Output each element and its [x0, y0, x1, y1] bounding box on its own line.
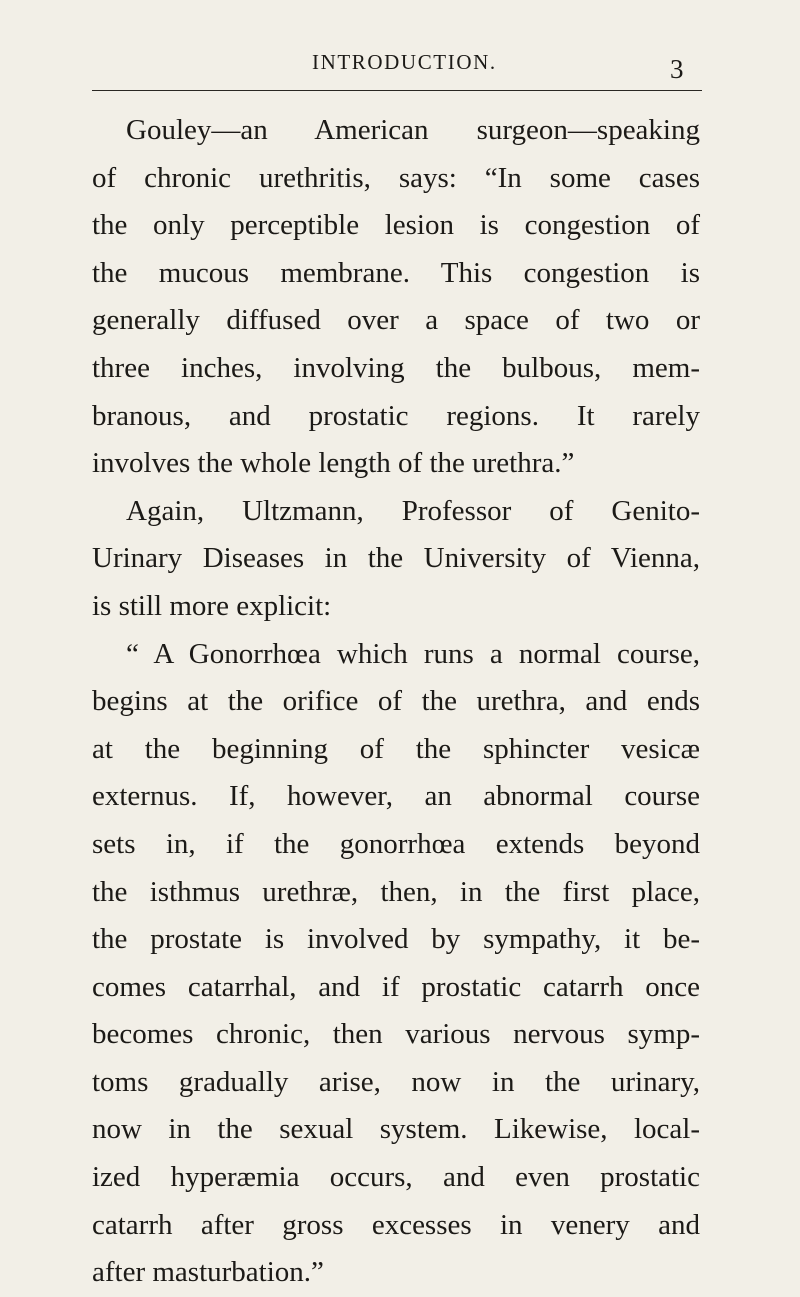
text-line: at the beginning of the sphincter vesicæ [92, 732, 700, 765]
text-line: catarrh after gross excesses in venery and [92, 1208, 700, 1241]
text-line: the only perceptible lesion is congestion of [92, 209, 700, 242]
text-line: involves the whole length of the urethra.” [92, 447, 575, 480]
paragraph-gouley [92, 107, 700, 488]
text-line: three inches, involving the bulbous, mem- [92, 351, 700, 384]
header-rule [92, 90, 702, 91]
text-line: now in the sexual system. Likewise, local- [92, 1113, 700, 1146]
text-line: the mucous membrane. This congestion is [92, 256, 700, 289]
text-line: Urinary Diseases in the University of Vienna, [92, 542, 700, 575]
text-line: externus. If, however, an abnormal course [92, 780, 700, 813]
text-line: begins at the orifice of the urethra, and ends [92, 685, 700, 718]
text-line: “ A Gonorrhœa which runs a normal course, [126, 637, 700, 670]
text-line: branous, and prostatic regions. It rarely [92, 399, 700, 432]
running-title: INTRODUCTION. [312, 50, 497, 74]
text-line: sets in, if the gonorrhœa extends beyond [92, 827, 700, 860]
text-line: Again, Ultzmann, Professor of Genito- [126, 494, 700, 527]
paragraph-ultzmann [92, 488, 700, 631]
text-line: the isthmus urethræ, then, in the first place, [92, 875, 700, 908]
text-line: is still more explicit: [92, 589, 332, 622]
text-line: generally diffused over a space of two or [92, 304, 700, 337]
text-line: Gouley—an American surgeon—speaking [126, 114, 700, 146]
body-text [92, 107, 700, 1297]
text-line: comes catarrhal, and if prostatic catarrh once [92, 970, 700, 1003]
paragraph-quotation [92, 631, 700, 1297]
text-line: after masturbation.” [92, 1256, 324, 1289]
text-line: of chronic urethritis, says: “In some cases [92, 161, 700, 194]
text-line: toms gradually arise, now in the urinary, [92, 1065, 700, 1098]
text-line: ized hyperæmia occurs, and even prostatic [92, 1161, 700, 1194]
text-line: becomes chronic, then various nervous symp- [92, 1018, 700, 1051]
page-number: 3 [670, 54, 684, 84]
running-head [0, 50, 800, 90]
text-line: the prostate is involved by sympathy, it be- [92, 923, 700, 956]
